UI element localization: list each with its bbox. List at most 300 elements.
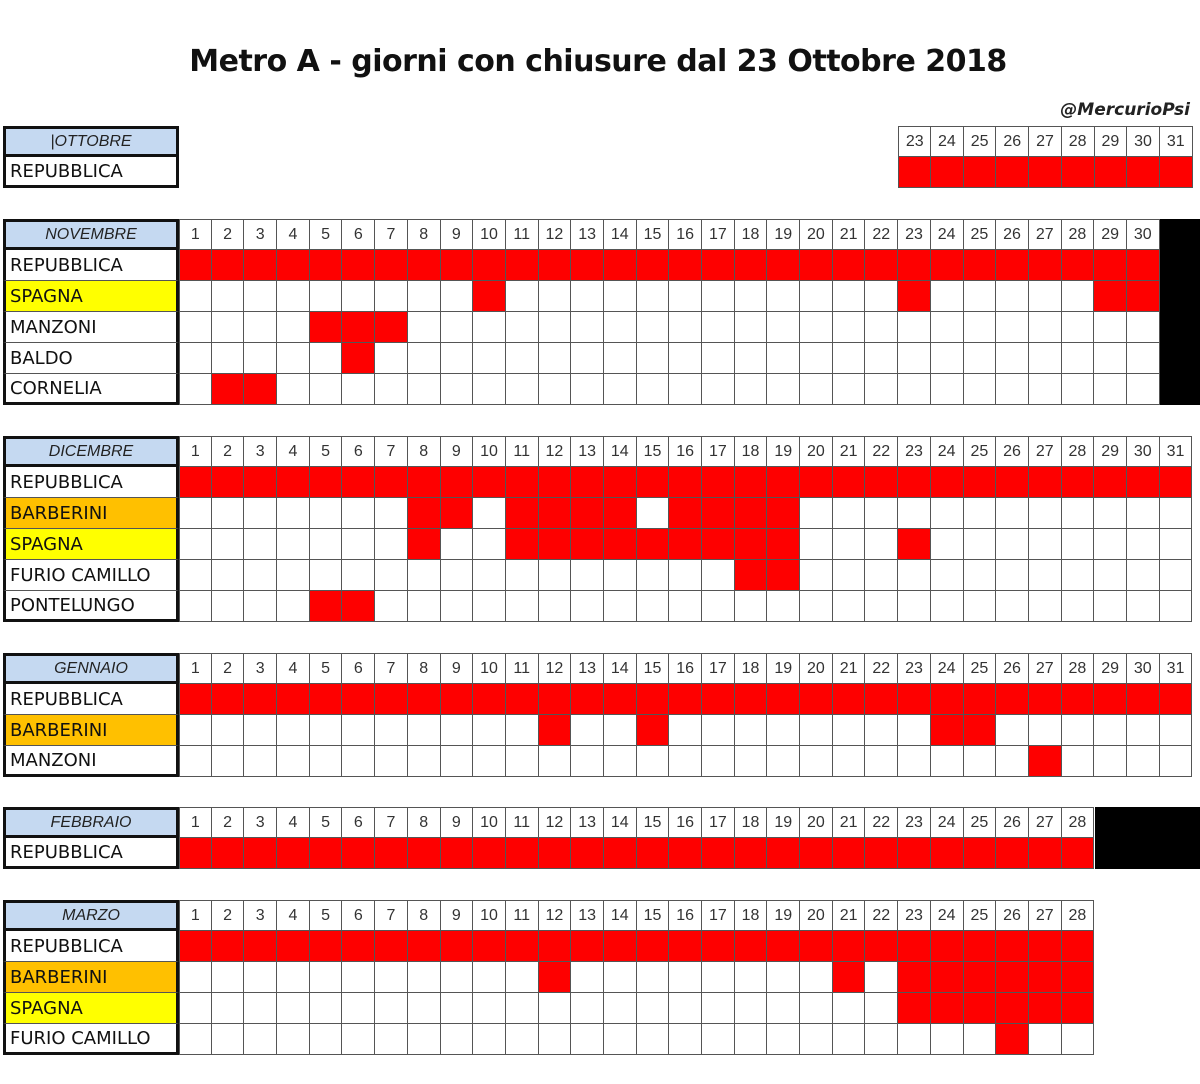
- open-day-cell: [375, 343, 408, 374]
- day-header: 1: [179, 900, 212, 931]
- open-day-cell: [441, 281, 474, 312]
- open-day-cell: [669, 374, 702, 405]
- open-day-cell: [179, 281, 212, 312]
- closed-day-cell: [310, 684, 343, 715]
- open-day-cell: [767, 591, 800, 622]
- open-day-cell: [637, 374, 670, 405]
- closed-day-cell: [604, 529, 637, 560]
- day-header: 27: [1029, 653, 1062, 684]
- open-day-cell: [375, 1024, 408, 1055]
- closed-day-cell: [375, 931, 408, 962]
- day-header: 23: [898, 436, 931, 467]
- open-day-cell: [898, 343, 931, 374]
- day-header: 1: [179, 219, 212, 250]
- day-header: 14: [604, 436, 637, 467]
- open-day-cell: [898, 715, 931, 746]
- closed-day-cell: [1160, 157, 1193, 188]
- open-day-cell: [735, 591, 768, 622]
- open-day-cell: [571, 591, 604, 622]
- closed-day-cell: [637, 715, 670, 746]
- open-day-cell: [310, 281, 343, 312]
- closed-day-cell: [735, 467, 768, 498]
- open-day-cell: [539, 993, 572, 1024]
- open-day-cell: [800, 529, 833, 560]
- day-header: 31: [1160, 126, 1193, 157]
- closed-day-cell: [833, 684, 866, 715]
- day-header: 4: [277, 436, 310, 467]
- open-day-cell: [669, 343, 702, 374]
- closed-day-cell: [865, 931, 898, 962]
- open-day-cell: [539, 312, 572, 343]
- open-day-cell: [1062, 591, 1095, 622]
- open-day-cell: [506, 993, 539, 1024]
- day-header: 26: [996, 900, 1029, 931]
- open-day-cell: [1062, 498, 1095, 529]
- closed-day-cell: [1094, 250, 1127, 281]
- chart-title: Metro A - giorni con chiusure dal 23 Ottobre 2018: [189, 44, 1007, 79]
- day-header: 24: [931, 436, 964, 467]
- open-day-cell: [1127, 591, 1160, 622]
- day-header: 5: [310, 900, 343, 931]
- open-day-cell: [1127, 498, 1160, 529]
- station-row: [3, 560, 1192, 591]
- day-header: 16: [669, 807, 702, 838]
- open-day-cell: [441, 343, 474, 374]
- open-day-cell: [996, 591, 1029, 622]
- open-day-cell: [702, 1024, 735, 1055]
- open-day-cell: [898, 374, 931, 405]
- month-section-marzo: [3, 900, 1094, 1055]
- closed-day-cell: [800, 838, 833, 869]
- closed-day-cell: [1095, 157, 1128, 188]
- closed-day-cell: [342, 250, 375, 281]
- open-day-cell: [702, 374, 735, 405]
- open-day-cell: [767, 993, 800, 1024]
- open-day-cell: [506, 312, 539, 343]
- open-day-cell: [1127, 374, 1160, 405]
- station-label: SPAGNA: [3, 529, 179, 560]
- nonexistent-days-block: [1095, 807, 1200, 869]
- day-header: 22: [865, 807, 898, 838]
- day-header: 23: [898, 126, 931, 157]
- day-header: 12: [539, 219, 572, 250]
- day-header: 11: [506, 219, 539, 250]
- day-header: 26: [996, 436, 1029, 467]
- open-day-cell: [310, 498, 343, 529]
- day-header: 16: [669, 436, 702, 467]
- open-day-cell: [571, 312, 604, 343]
- closed-day-cell: [539, 467, 572, 498]
- open-day-cell: [244, 715, 277, 746]
- open-day-cell: [800, 374, 833, 405]
- day-header: 15: [637, 900, 670, 931]
- open-day-cell: [212, 962, 245, 993]
- open-day-cell: [865, 529, 898, 560]
- open-day-cell: [571, 1024, 604, 1055]
- open-day-cell: [408, 715, 441, 746]
- open-day-cell: [571, 715, 604, 746]
- day-header: 22: [865, 653, 898, 684]
- closed-day-cell: [898, 838, 931, 869]
- day-header: 25: [964, 126, 997, 157]
- open-day-cell: [310, 560, 343, 591]
- open-day-cell: [375, 993, 408, 1024]
- closed-day-cell: [1062, 993, 1095, 1024]
- day-header: 2: [212, 436, 245, 467]
- open-day-cell: [342, 715, 375, 746]
- closed-day-cell: [506, 931, 539, 962]
- open-day-cell: [277, 746, 310, 777]
- closed-day-cell: [1127, 157, 1160, 188]
- closed-day-cell: [244, 374, 277, 405]
- closed-day-cell: [1062, 931, 1095, 962]
- open-day-cell: [277, 529, 310, 560]
- closed-day-cell: [898, 684, 931, 715]
- closed-day-cell: [571, 498, 604, 529]
- closed-day-cell: [964, 931, 997, 962]
- day-header: 30: [1127, 436, 1160, 467]
- closed-day-cell: [1062, 467, 1095, 498]
- open-day-cell: [1127, 529, 1160, 560]
- day-header: 30: [1127, 653, 1160, 684]
- closed-day-cell: [1160, 467, 1193, 498]
- closed-day-cell: [539, 962, 572, 993]
- day-header: 15: [637, 436, 670, 467]
- day-header: 13: [571, 653, 604, 684]
- open-day-cell: [179, 715, 212, 746]
- month-header: |OTTOBRE: [3, 126, 179, 157]
- open-day-cell: [571, 281, 604, 312]
- open-day-cell: [212, 281, 245, 312]
- closed-day-cell: [702, 684, 735, 715]
- open-day-cell: [277, 560, 310, 591]
- open-day-cell: [473, 560, 506, 591]
- closed-day-cell: [342, 467, 375, 498]
- day-header: 8: [408, 219, 441, 250]
- day-header: 9: [441, 436, 474, 467]
- closed-day-cell: [506, 838, 539, 869]
- open-day-cell: [408, 591, 441, 622]
- closed-day-cell: [408, 529, 441, 560]
- open-day-cell: [1029, 591, 1062, 622]
- day-header: 25: [964, 807, 997, 838]
- day-header: 30: [1127, 219, 1160, 250]
- open-day-cell: [179, 560, 212, 591]
- open-day-cell: [865, 312, 898, 343]
- open-day-cell: [342, 1024, 375, 1055]
- day-header: 18: [735, 807, 768, 838]
- open-day-cell: [244, 529, 277, 560]
- open-day-cell: [310, 1024, 343, 1055]
- open-day-cell: [473, 498, 506, 529]
- day-header: 28: [1062, 900, 1095, 931]
- open-day-cell: [506, 962, 539, 993]
- closed-day-cell: [1062, 838, 1095, 869]
- closed-day-cell: [277, 684, 310, 715]
- open-day-cell: [277, 343, 310, 374]
- day-header: 26: [996, 807, 1029, 838]
- open-day-cell: [669, 281, 702, 312]
- day-header: 19: [767, 653, 800, 684]
- open-day-cell: [735, 343, 768, 374]
- closed-day-cell: [833, 931, 866, 962]
- day-header: 8: [408, 900, 441, 931]
- open-day-cell: [637, 746, 670, 777]
- open-day-cell: [539, 1024, 572, 1055]
- closed-day-cell: [637, 529, 670, 560]
- open-day-cell: [179, 343, 212, 374]
- month-section-novembre: [3, 219, 1160, 405]
- month-header: DICEMBRE: [3, 436, 179, 467]
- closed-day-cell: [964, 157, 997, 188]
- closed-day-cell: [637, 467, 670, 498]
- open-day-cell: [767, 374, 800, 405]
- day-header: 28: [1062, 436, 1095, 467]
- closed-day-cell: [996, 962, 1029, 993]
- open-day-cell: [800, 591, 833, 622]
- closed-day-cell: [441, 467, 474, 498]
- open-day-cell: [800, 993, 833, 1024]
- open-day-cell: [1160, 746, 1193, 777]
- day-header: 26: [996, 219, 1029, 250]
- day-header: 2: [212, 653, 245, 684]
- open-day-cell: [865, 715, 898, 746]
- day-header: 8: [408, 436, 441, 467]
- station-label: FURIO CAMILLO: [3, 560, 179, 591]
- station-row: [3, 746, 1192, 777]
- open-day-cell: [735, 312, 768, 343]
- open-day-cell: [604, 715, 637, 746]
- open-day-cell: [244, 962, 277, 993]
- open-day-cell: [767, 281, 800, 312]
- closed-day-cell: [604, 498, 637, 529]
- closed-day-cell: [931, 838, 964, 869]
- station-row: [3, 374, 1160, 405]
- open-day-cell: [964, 343, 997, 374]
- open-day-cell: [669, 312, 702, 343]
- closed-day-cell: [244, 931, 277, 962]
- open-day-cell: [735, 281, 768, 312]
- closed-day-cell: [865, 684, 898, 715]
- closed-day-cell: [473, 281, 506, 312]
- open-day-cell: [179, 312, 212, 343]
- open-day-cell: [833, 498, 866, 529]
- open-day-cell: [833, 312, 866, 343]
- open-day-cell: [212, 715, 245, 746]
- open-day-cell: [898, 560, 931, 591]
- closed-day-cell: [408, 684, 441, 715]
- closed-day-cell: [735, 931, 768, 962]
- open-day-cell: [1029, 281, 1062, 312]
- open-day-cell: [277, 715, 310, 746]
- day-header: 13: [571, 900, 604, 931]
- closed-day-cell: [898, 157, 931, 188]
- closed-day-cell: [931, 931, 964, 962]
- closed-day-cell: [539, 715, 572, 746]
- open-day-cell: [865, 498, 898, 529]
- open-day-cell: [212, 312, 245, 343]
- closed-day-cell: [931, 715, 964, 746]
- closed-day-cell: [539, 931, 572, 962]
- open-day-cell: [473, 993, 506, 1024]
- day-header: 4: [277, 653, 310, 684]
- month-header: GENNAIO: [3, 653, 179, 684]
- station-label: REPUBBLICA: [3, 157, 179, 188]
- open-day-cell: [375, 591, 408, 622]
- open-day-cell: [342, 281, 375, 312]
- open-day-cell: [408, 374, 441, 405]
- closed-day-cell: [898, 250, 931, 281]
- month-section-febbraio: [3, 807, 1094, 869]
- closed-day-cell: [212, 250, 245, 281]
- station-row: [3, 715, 1192, 746]
- station-row: [3, 591, 1192, 622]
- open-day-cell: [473, 343, 506, 374]
- closed-day-cell: [767, 838, 800, 869]
- open-day-cell: [1094, 312, 1127, 343]
- station-label: BARBERINI: [3, 962, 179, 993]
- day-header: 22: [865, 436, 898, 467]
- closed-day-cell: [1160, 684, 1193, 715]
- open-day-cell: [996, 312, 1029, 343]
- day-header: 2: [212, 807, 245, 838]
- open-day-cell: [637, 1024, 670, 1055]
- open-day-cell: [244, 343, 277, 374]
- open-day-cell: [1062, 281, 1095, 312]
- closed-day-cell: [408, 467, 441, 498]
- open-day-cell: [506, 343, 539, 374]
- open-day-cell: [179, 498, 212, 529]
- day-header: 17: [702, 219, 735, 250]
- open-day-cell: [833, 281, 866, 312]
- closed-day-cell: [702, 498, 735, 529]
- open-day-cell: [669, 1024, 702, 1055]
- open-day-cell: [1029, 343, 1062, 374]
- closed-day-cell: [735, 498, 768, 529]
- closed-day-cell: [702, 931, 735, 962]
- month-section-ottobre: [3, 126, 1193, 188]
- closed-day-cell: [964, 993, 997, 1024]
- open-day-cell: [441, 715, 474, 746]
- open-day-cell: [441, 591, 474, 622]
- day-header: 10: [473, 653, 506, 684]
- closed-day-cell: [539, 684, 572, 715]
- day-header: 2: [212, 900, 245, 931]
- open-day-cell: [1160, 560, 1193, 591]
- closed-day-cell: [342, 838, 375, 869]
- closed-day-cell: [865, 250, 898, 281]
- open-day-cell: [441, 746, 474, 777]
- open-day-cell: [898, 312, 931, 343]
- day-header: 7: [375, 436, 408, 467]
- open-day-cell: [996, 715, 1029, 746]
- day-header: 24: [931, 900, 964, 931]
- closed-day-cell: [1127, 281, 1160, 312]
- open-day-cell: [604, 374, 637, 405]
- closed-day-cell: [931, 962, 964, 993]
- open-day-cell: [964, 746, 997, 777]
- open-day-cell: [408, 993, 441, 1024]
- open-day-cell: [800, 281, 833, 312]
- day-header: 16: [669, 653, 702, 684]
- closed-day-cell: [996, 684, 1029, 715]
- day-header: 21: [833, 436, 866, 467]
- closed-day-cell: [1029, 993, 1062, 1024]
- day-header: 11: [506, 653, 539, 684]
- open-day-cell: [277, 962, 310, 993]
- day-header: 7: [375, 653, 408, 684]
- open-day-cell: [473, 591, 506, 622]
- open-day-cell: [1029, 374, 1062, 405]
- station-label: REPUBBLICA: [3, 684, 179, 715]
- open-day-cell: [408, 312, 441, 343]
- closed-day-cell: [931, 157, 964, 188]
- closed-day-cell: [865, 838, 898, 869]
- closed-day-cell: [604, 467, 637, 498]
- closed-day-cell: [1094, 684, 1127, 715]
- open-day-cell: [702, 962, 735, 993]
- closed-day-cell: [375, 312, 408, 343]
- open-day-cell: [212, 560, 245, 591]
- closed-day-cell: [767, 250, 800, 281]
- closed-day-cell: [473, 250, 506, 281]
- closed-day-cell: [310, 312, 343, 343]
- open-day-cell: [833, 560, 866, 591]
- day-header: 5: [310, 436, 343, 467]
- day-header: 17: [702, 807, 735, 838]
- closed-day-cell: [996, 931, 1029, 962]
- open-day-cell: [1029, 560, 1062, 591]
- day-header: 27: [1029, 436, 1062, 467]
- open-day-cell: [833, 591, 866, 622]
- open-day-cell: [571, 962, 604, 993]
- open-day-cell: [702, 993, 735, 1024]
- closed-day-cell: [342, 343, 375, 374]
- day-header: 23: [898, 219, 931, 250]
- day-header: 31: [1160, 436, 1193, 467]
- closed-day-cell: [735, 529, 768, 560]
- closed-day-cell: [179, 467, 212, 498]
- station-row: [3, 684, 1192, 715]
- day-header: 24: [931, 126, 964, 157]
- open-day-cell: [996, 560, 1029, 591]
- closed-day-cell: [931, 993, 964, 1024]
- open-day-cell: [408, 343, 441, 374]
- day-header: 10: [473, 807, 506, 838]
- open-day-cell: [604, 312, 637, 343]
- open-day-cell: [571, 993, 604, 1024]
- open-day-cell: [637, 993, 670, 1024]
- open-day-cell: [310, 962, 343, 993]
- station-row: [3, 962, 1094, 993]
- open-day-cell: [604, 962, 637, 993]
- closed-day-cell: [996, 838, 1029, 869]
- day-header: 29: [1095, 126, 1128, 157]
- closed-day-cell: [702, 529, 735, 560]
- open-day-cell: [865, 962, 898, 993]
- closed-day-cell: [637, 250, 670, 281]
- closed-day-cell: [1029, 962, 1062, 993]
- closed-day-cell: [964, 962, 997, 993]
- open-day-cell: [539, 591, 572, 622]
- open-day-cell: [473, 962, 506, 993]
- open-day-cell: [441, 312, 474, 343]
- day-header: 27: [1029, 219, 1062, 250]
- open-day-cell: [375, 715, 408, 746]
- closed-day-cell: [506, 467, 539, 498]
- open-day-cell: [735, 374, 768, 405]
- open-day-cell: [408, 746, 441, 777]
